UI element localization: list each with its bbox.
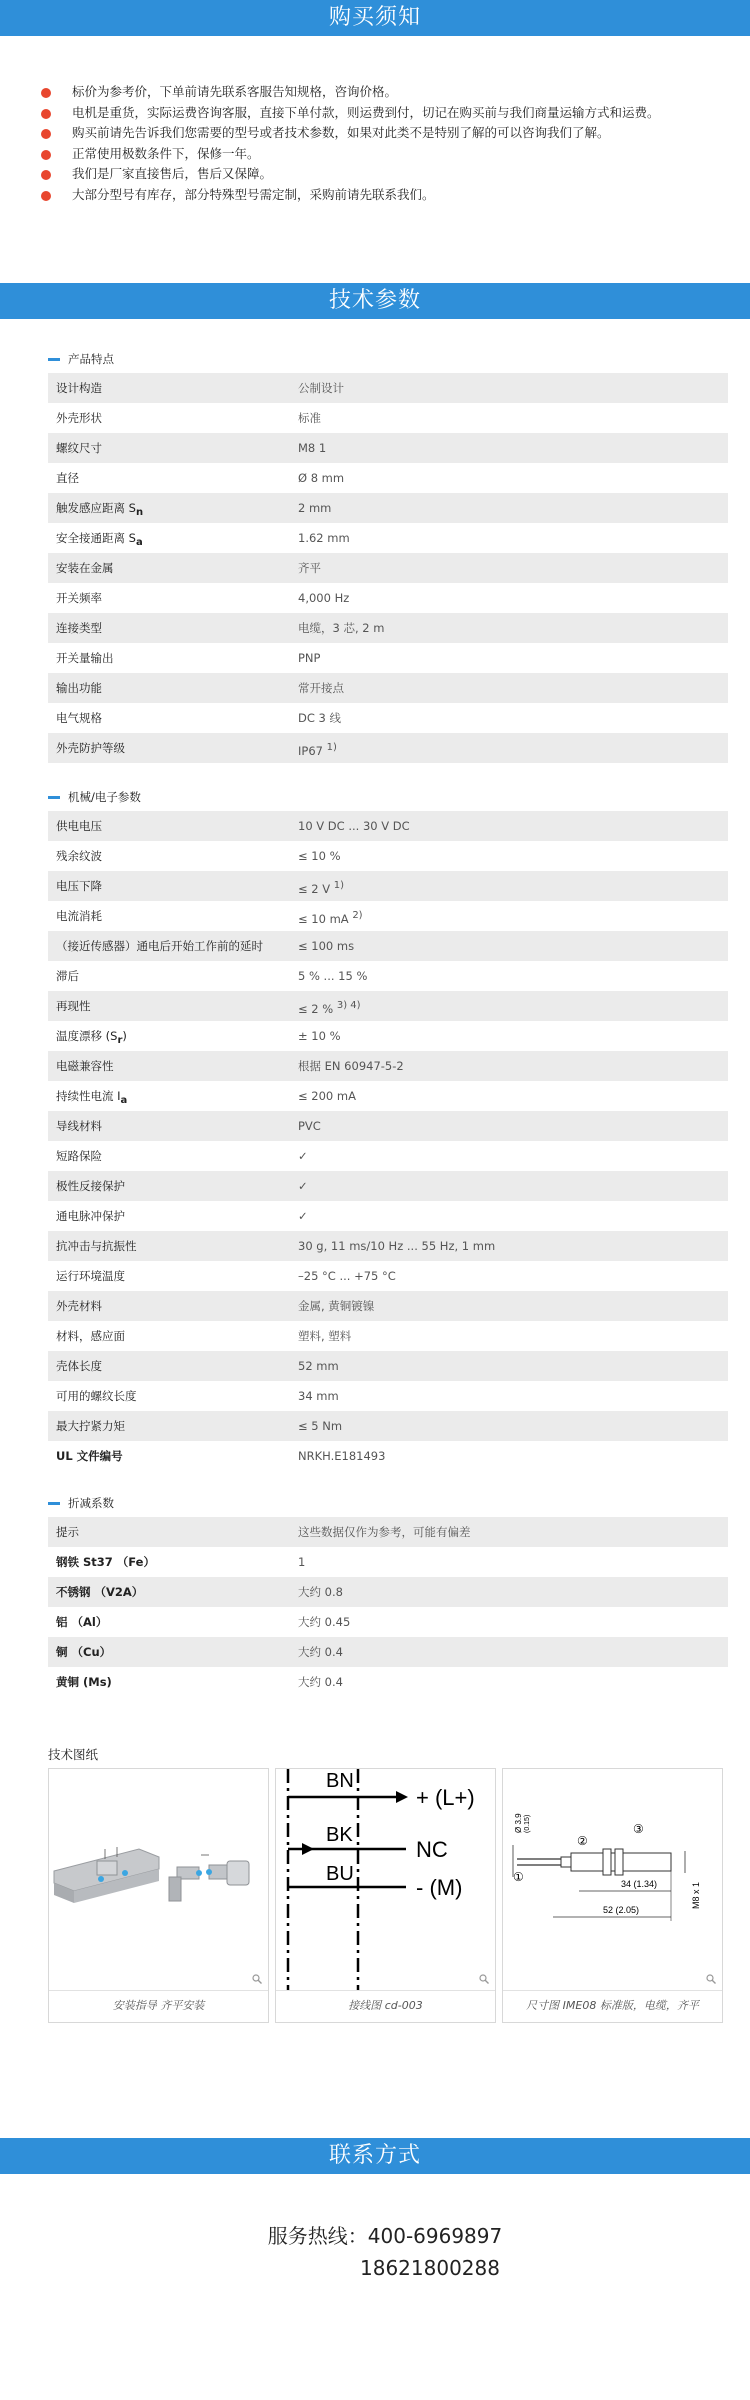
purchase-notice-title: 购买须知 xyxy=(328,5,421,30)
param-name xyxy=(48,463,298,493)
param-value-text: 大约 0.45 xyxy=(298,1615,351,1629)
param-value-text: 塑料, 塑料 xyxy=(298,1329,352,1343)
table-row xyxy=(48,1141,728,1171)
mounting-image xyxy=(49,1769,268,1991)
table-row xyxy=(48,553,728,583)
param-value xyxy=(298,841,728,871)
param-name-text: 导线材料 xyxy=(56,1119,102,1133)
param-value xyxy=(298,1441,728,1471)
param-value xyxy=(298,1381,728,1411)
param-name-text: 再现性 xyxy=(56,999,91,1013)
param-name-text: 外壳材料 xyxy=(56,1299,102,1313)
param-value xyxy=(298,403,728,433)
param-name xyxy=(48,1261,298,1291)
footnote-ref: 1) xyxy=(326,742,337,753)
param-value xyxy=(298,1231,728,1261)
param-name xyxy=(48,553,298,583)
param-value-text: M8 1 xyxy=(298,441,327,455)
param-value-text: 常开接点 xyxy=(298,681,344,695)
param-value-text: ≤ 10 mA xyxy=(298,912,353,926)
callout-1: ① xyxy=(513,1870,524,1884)
param-name xyxy=(48,871,298,901)
table-row xyxy=(48,1577,728,1607)
param-name-text: 持续性电流 I xyxy=(56,1089,121,1103)
section-title: 折减系数 xyxy=(68,1496,114,1510)
param-value xyxy=(298,613,728,643)
section-marker xyxy=(48,796,60,799)
param-name-text: 钢铁 St37 （Fe） xyxy=(56,1555,155,1569)
param-name-text: 连接类型 xyxy=(56,621,102,635)
bn-label: BN xyxy=(326,1770,354,1792)
param-value-text: ± 10 % xyxy=(298,1029,341,1043)
param-value xyxy=(298,1261,728,1291)
table-row xyxy=(48,1291,728,1321)
param-value-text: ≤ 200 mA xyxy=(298,1089,356,1103)
table-row xyxy=(48,523,728,553)
mech-table xyxy=(48,811,728,1471)
length-34-label: 34 (1.34) xyxy=(621,1879,658,1889)
param-value-text: ≤ 2 % xyxy=(298,1002,337,1016)
param-name xyxy=(48,901,298,931)
table-row xyxy=(48,901,728,931)
param-name-text: 供电电压 xyxy=(56,819,102,833)
param-name-text: 壳体长度 xyxy=(56,1359,102,1373)
param-name-text: 螺纹尺寸 xyxy=(56,441,102,455)
param-name xyxy=(48,1547,298,1577)
param-name xyxy=(48,433,298,463)
thread-label: M8 x 1 xyxy=(691,1881,701,1909)
dimension-drawing xyxy=(503,1769,722,1991)
table-row xyxy=(48,1171,728,1201)
param-name xyxy=(48,931,298,961)
notice-item: 标价为参考价，下单前请先联系客服告知规格，咨询价格。 xyxy=(36,82,736,103)
table-row xyxy=(48,931,728,961)
param-value-text: 标准 xyxy=(298,411,321,425)
tech-params-banner xyxy=(0,283,750,319)
param-name-text: 触发感应距离 S xyxy=(56,501,136,515)
table-row xyxy=(48,1547,728,1577)
param-name xyxy=(48,1141,298,1171)
param-value xyxy=(298,1351,728,1381)
param-value xyxy=(298,1517,728,1547)
param-name xyxy=(48,991,298,1021)
drawing-caption: 尺寸图 IME08 标准版，电缆，齐平 xyxy=(526,1999,699,2012)
table-row xyxy=(48,1111,728,1141)
notice-list xyxy=(36,82,736,205)
param-name xyxy=(48,1381,298,1411)
param-value-text: 大约 0.4 xyxy=(298,1675,343,1689)
param-name-text: UL 文件编号 xyxy=(56,1449,123,1463)
table-row xyxy=(48,703,728,733)
param-name xyxy=(48,1607,298,1637)
param-name-text: 铝 （Al） xyxy=(56,1615,108,1629)
param-value xyxy=(298,1291,728,1321)
param-name xyxy=(48,1081,298,1111)
param-value-text: 30 g, 11 ms/10 Hz ... 55 Hz, 1 mm xyxy=(298,1239,496,1253)
table-row xyxy=(48,841,728,871)
param-name xyxy=(48,841,298,871)
section-header xyxy=(48,1489,728,1517)
table-row xyxy=(48,1637,728,1667)
param-value-text: 34 mm xyxy=(298,1389,339,1403)
param-name-text: 直径 xyxy=(56,471,79,485)
table-row xyxy=(48,1517,728,1547)
param-value-text: DC 3 线 xyxy=(298,711,342,725)
param-value xyxy=(298,871,728,901)
param-name-text: 不锈钢 （V2A） xyxy=(56,1585,144,1599)
param-value xyxy=(298,1667,728,1697)
param-value xyxy=(298,1141,728,1171)
param-value xyxy=(298,1577,728,1607)
table-row xyxy=(48,1051,728,1081)
param-name-text: 开关量输出 xyxy=(56,651,114,665)
param-value-text: PNP xyxy=(298,651,321,665)
param-value xyxy=(298,1547,728,1577)
table-row xyxy=(48,1441,728,1471)
bu-label: BU xyxy=(326,1863,354,1885)
param-name-text: 短路保险 xyxy=(56,1149,102,1163)
param-name xyxy=(48,1441,298,1471)
param-value xyxy=(298,1607,728,1637)
param-name-text: 黄铜 (Ms) xyxy=(56,1675,112,1689)
drawing-caption: 安装指导 齐平安装 xyxy=(112,1999,205,2012)
param-name-suffix: ) xyxy=(122,1029,127,1043)
notice-item: 购买前请先告诉我们您需要的型号或者技术参数，如果对此类不是特别了解的可以咨询我们了解。 xyxy=(36,123,736,144)
diameter-label: Ø 3.9 xyxy=(514,1813,523,1833)
features-table xyxy=(48,373,728,763)
mech-section xyxy=(48,783,728,1471)
drawings-title: 技术图纸 xyxy=(48,1747,99,1762)
table-row xyxy=(48,871,728,901)
drawing-card-wiring[interactable] xyxy=(275,1768,496,2023)
param-name-text: 温度漂移 (S xyxy=(56,1029,118,1043)
param-name xyxy=(48,373,298,403)
table-row xyxy=(48,733,728,763)
mobile-number: 18621800288 xyxy=(360,2256,500,2280)
param-value xyxy=(298,463,728,493)
param-name xyxy=(48,703,298,733)
zoom-icon[interactable] xyxy=(479,1974,489,1984)
section-title: 产品特点 xyxy=(68,352,114,366)
table-row xyxy=(48,1321,728,1351)
param-name-text: 电流消耗 xyxy=(56,909,102,923)
param-name xyxy=(48,961,298,991)
param-value-text: 这些数据仅作为参考，可能有偏差 xyxy=(298,1525,471,1539)
purchase-notice-banner xyxy=(0,0,750,36)
param-name xyxy=(48,811,298,841)
reduction-table xyxy=(48,1517,728,1697)
table-row xyxy=(48,1021,728,1051)
param-name-text: 抗冲击与抗振性 xyxy=(56,1239,137,1253)
param-name xyxy=(48,1321,298,1351)
table-row xyxy=(48,433,728,463)
table-row xyxy=(48,1667,728,1697)
param-value-text: ✓ xyxy=(298,1179,308,1193)
param-value xyxy=(298,733,728,763)
callout-3: ③ xyxy=(633,1822,644,1836)
param-name xyxy=(48,613,298,643)
param-name-text: 滞后 xyxy=(56,969,79,983)
param-name xyxy=(48,403,298,433)
table-row xyxy=(48,1351,728,1381)
param-name xyxy=(48,493,298,523)
param-value xyxy=(298,643,728,673)
param-value-text: 公制设计 xyxy=(298,381,344,395)
param-name-text: 残余纹波 xyxy=(56,849,102,863)
param-value-text: 齐平 xyxy=(298,561,321,575)
param-name-text: 电压下降 xyxy=(56,879,102,893)
param-value xyxy=(298,373,728,403)
notice-item: 大部分型号有库存，部分特殊型号需定制，采购前请先联系我们。 xyxy=(36,185,736,206)
callout-2: ② xyxy=(577,1834,588,1848)
param-value-text: 10 V DC ... 30 V DC xyxy=(298,819,410,833)
table-row xyxy=(48,1411,728,1441)
param-value xyxy=(298,811,728,841)
param-value-text: 大约 0.8 xyxy=(298,1585,343,1599)
param-name xyxy=(48,583,298,613)
bk-label: BK xyxy=(326,1824,353,1846)
param-value xyxy=(298,523,728,553)
notice-item: 电机是重货，实际运费咨询客服，直接下单付款，则运费到付，切记在购买前与我们商量运输方式和运费。 xyxy=(36,103,736,124)
param-value-text: ✓ xyxy=(298,1209,308,1223)
notice-item: 正常使用极数条件下，保修一年。 xyxy=(36,144,736,165)
param-value-text: PVC xyxy=(298,1119,321,1133)
param-value-text: NRKH.E181493 xyxy=(298,1449,386,1463)
param-name xyxy=(48,1111,298,1141)
section-marker xyxy=(48,358,60,361)
param-name xyxy=(48,1201,298,1231)
table-row xyxy=(48,403,728,433)
drawing-card-dimensions[interactable] xyxy=(502,1768,723,2023)
table-row xyxy=(48,373,728,403)
param-value xyxy=(298,901,728,931)
section-marker xyxy=(48,1502,60,1505)
param-value xyxy=(298,553,728,583)
table-row xyxy=(48,613,728,643)
notice-item: 我们是厂家直接售后，售后又保障。 xyxy=(36,164,736,185)
param-name-text: 设计构造 xyxy=(56,381,102,395)
param-name xyxy=(48,1291,298,1321)
param-name-text: 通电脉冲保护 xyxy=(56,1209,125,1223)
param-value xyxy=(298,493,728,523)
param-value xyxy=(298,433,728,463)
param-name xyxy=(48,1231,298,1261)
param-name-text: 可用的螺纹长度 xyxy=(56,1389,137,1403)
param-name xyxy=(48,523,298,553)
param-name xyxy=(48,1637,298,1667)
param-value-text: ≤ 100 ms xyxy=(298,939,355,953)
param-name-text: 电磁兼容性 xyxy=(56,1059,114,1073)
param-name-text: 提示 xyxy=(56,1525,79,1539)
table-row xyxy=(48,811,728,841)
param-name-text: 最大拧紧力矩 xyxy=(56,1419,125,1433)
param-subscript: a xyxy=(120,1095,128,1106)
param-name-text: 输出功能 xyxy=(56,681,102,695)
param-value xyxy=(298,1021,728,1051)
param-value xyxy=(298,1637,728,1667)
footnote-ref: 1) xyxy=(333,880,345,891)
length-52-label: 52 (2.05) xyxy=(603,1905,640,1915)
param-value-text: ✓ xyxy=(298,1149,308,1163)
param-value xyxy=(298,1171,728,1201)
param-value-text: 大约 0.4 xyxy=(298,1645,343,1659)
table-row xyxy=(48,643,728,673)
param-value-text: 52 mm xyxy=(298,1359,339,1373)
table-row xyxy=(48,1261,728,1291)
param-name-text: 铜 （Cu） xyxy=(56,1645,112,1659)
param-name-text: 安全接通距离 S xyxy=(56,531,136,545)
param-name xyxy=(48,1577,298,1607)
footnote-ref: 3) 4) xyxy=(336,1000,361,1011)
param-value-text: ≤ 10 % xyxy=(298,849,341,863)
diameter-inch-label: (0.15) xyxy=(524,1814,531,1833)
tech-params-title: 技术参数 xyxy=(328,288,421,313)
param-name xyxy=(48,1051,298,1081)
hotline: 服务热线：400-6969897 xyxy=(267,2224,503,2248)
param-value-text: 电缆，3 芯, 2 m xyxy=(298,621,385,635)
table-row xyxy=(48,1081,728,1111)
param-value-text: 5 % ... 15 % xyxy=(298,969,368,983)
param-name xyxy=(48,1411,298,1441)
param-name-text: 开关频率 xyxy=(56,591,102,605)
param-name xyxy=(48,1517,298,1547)
param-value-text: IP67 xyxy=(298,744,327,758)
param-value-text: ≤ 5 Nm xyxy=(298,1419,343,1433)
param-value xyxy=(298,1411,728,1441)
param-value-text: –25 °C ... +75 °C xyxy=(298,1269,396,1283)
param-name-text: 外壳防护等级 xyxy=(56,741,125,755)
table-row xyxy=(48,1201,728,1231)
param-name xyxy=(48,1667,298,1697)
drawing-cards xyxy=(48,1768,723,2023)
zoom-icon[interactable] xyxy=(706,1974,716,1984)
table-row xyxy=(48,583,728,613)
table-row xyxy=(48,1231,728,1261)
table-row xyxy=(48,493,728,523)
param-value-text: Ø 8 mm xyxy=(298,471,345,485)
param-value xyxy=(298,703,728,733)
section-title: 机械/电子参数 xyxy=(68,790,141,804)
table-row xyxy=(48,1381,728,1411)
param-value xyxy=(298,673,728,703)
features-section xyxy=(48,345,728,763)
m-minus-label: - (M) xyxy=(416,1875,463,1900)
param-subscript: a xyxy=(135,537,143,548)
param-value-text: 1 xyxy=(298,1555,306,1569)
param-name xyxy=(48,1171,298,1201)
footnote-ref: 2) xyxy=(352,910,363,921)
section-header xyxy=(48,345,728,373)
section-header xyxy=(48,783,728,811)
param-value-text: 4,000 Hz xyxy=(298,591,350,605)
param-subscript: n xyxy=(135,507,144,518)
param-value xyxy=(298,961,728,991)
table-row xyxy=(48,673,728,703)
param-name-text: 材料，感应面 xyxy=(56,1329,125,1343)
param-name-text: 运行环境温度 xyxy=(56,1269,125,1283)
drawing-card-mounting[interactable] xyxy=(48,1768,269,2023)
param-name xyxy=(48,1351,298,1381)
param-subscript: r xyxy=(117,1035,123,1046)
param-name xyxy=(48,643,298,673)
zoom-icon[interactable] xyxy=(252,1974,262,1984)
nc-label: NC xyxy=(416,1837,448,1862)
param-value xyxy=(298,1111,728,1141)
wiring-diagram xyxy=(276,1769,495,1991)
table-row xyxy=(48,463,728,493)
drawing-caption: 接线图 cd-003 xyxy=(348,1999,423,2012)
param-name-text: （接近传感器）通电后开始工作前的延时 xyxy=(56,939,263,953)
param-value-text: 1.62 mm xyxy=(298,531,350,545)
param-name-text: 安装在金属 xyxy=(56,561,114,575)
param-value-text: 金属, 黄铜镀镍 xyxy=(298,1299,375,1313)
param-value-text: ≤ 2 V xyxy=(298,882,334,896)
l-plus-label: + (L+) xyxy=(416,1785,475,1810)
contact-title: 联系方式 xyxy=(328,2143,421,2168)
param-name xyxy=(48,673,298,703)
table-row xyxy=(48,1607,728,1637)
table-row xyxy=(48,991,728,1021)
table-row xyxy=(48,961,728,991)
param-value xyxy=(298,1201,728,1231)
param-value-text: 2 mm xyxy=(298,501,332,515)
param-name xyxy=(48,733,298,763)
param-value xyxy=(298,931,728,961)
param-value xyxy=(298,991,728,1021)
param-value xyxy=(298,1321,728,1351)
param-name xyxy=(48,1021,298,1051)
param-value xyxy=(298,1081,728,1111)
param-name-text: 极性反接保护 xyxy=(56,1179,125,1193)
param-value xyxy=(298,583,728,613)
param-value-text: 根据 EN 60947-5-2 xyxy=(298,1059,404,1073)
reduction-section xyxy=(48,1489,728,1697)
param-value xyxy=(298,1051,728,1081)
param-name-text: 电气规格 xyxy=(56,711,102,725)
param-name-text: 外壳形状 xyxy=(56,411,102,425)
contact-banner xyxy=(0,2138,750,2174)
